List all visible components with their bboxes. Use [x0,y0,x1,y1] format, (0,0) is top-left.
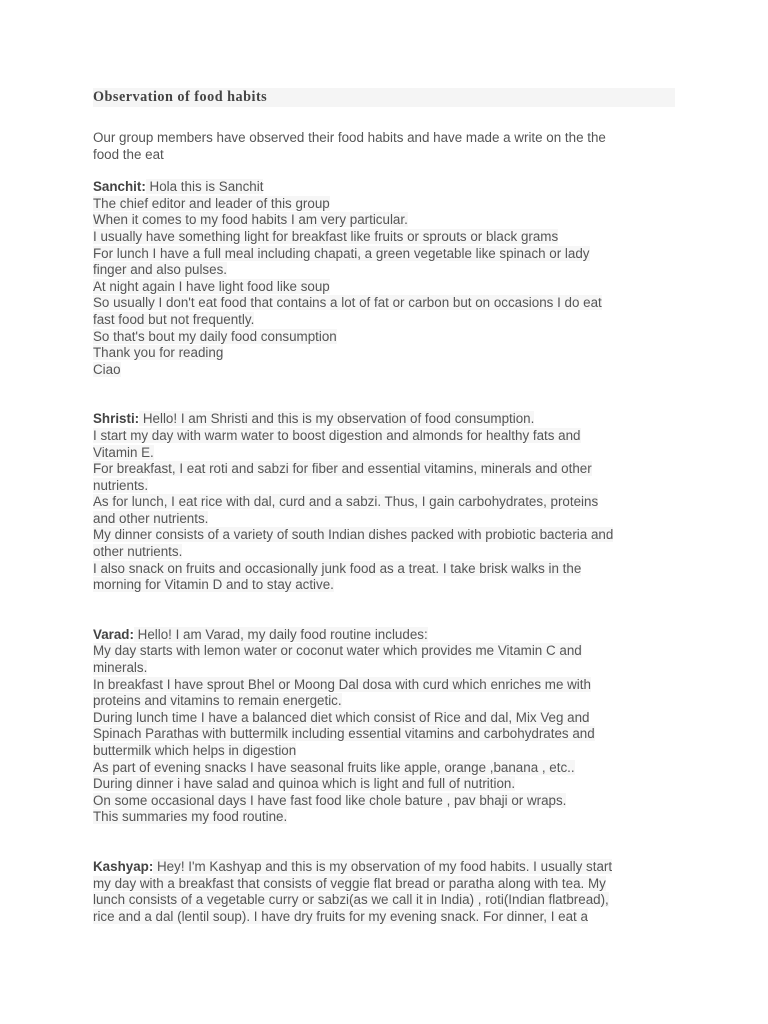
author-name: Sanchit: [93,179,146,195]
text-line: lunch consists of a vegetable curry or sabzi(as we call it in India) , roti(Indian flatbread), [93,892,609,908]
text-line: Hello! I am Varad, my daily food routine includes: [133,626,428,642]
text-line: The chief editor and leader of this group [93,195,330,211]
sanchit-section [93,179,683,378]
text-line: fast food but not frequently. [93,311,255,327]
text-line: During dinner i have salad and quinoa which is light and full of nutrition. [93,776,516,792]
text-line: I usually have something light for breakfast like fruits or sprouts or black grams [93,228,559,244]
text-line: So usually I don't eat food that contains a lot of fat or carbon but on occasions I do eat [93,295,602,311]
text-line: Vitamin E. [93,444,154,460]
text-line: and other nutrients. [93,510,209,526]
kashyap-section [93,859,683,925]
author-name: Shristi: [93,411,140,427]
text-line: As for lunch, I eat rice with dal, curd and a sabzi. Thus, I gain carbohydrates, proteins [93,494,599,510]
text-line: Hey! I'm Kashyap and this is my observation of my food habits. I usually start [153,858,613,874]
text-line: On some occasional days I have fast food like chole bature , pav bhaji or wraps. [93,792,567,808]
text-line: My day starts with lemon water or coconut water which provides me Vitamin C and [93,643,582,659]
shristi-section [93,411,683,594]
text-line: nutrients. [93,477,149,493]
text-line: During lunch time I have a balanced diet which consist of Rice and dal, Mix Veg and [93,709,590,725]
author-name: Varad: [93,626,134,642]
text-line: So that's bout my daily food consumption [93,328,337,344]
text-line: For breakfast, I eat roti and sabzi for fiber and essential vitamins, minerals and other [93,461,592,477]
text-line: When it comes to my food habits I am very particular. [93,212,408,228]
text-line: finger and also pulses. [93,262,227,278]
text-line: my day with a breakfast that consists of veggie flat bread or paratha along with tea. My [93,875,606,891]
author-name: Kashyap: [93,858,154,874]
text-line: I start my day with warm water to boost digestion and almonds for healthy fats and [93,427,581,443]
text-line: other nutrients. [93,544,183,560]
text-line: Spinach Parathas with buttermilk including essential vitamins and carbohydrates and [93,726,595,742]
text-line: Ciao [93,361,121,377]
varad-section [93,627,683,826]
text-line: rice and a dal (lentil soup). I have dry fruits for my evening snack. For dinner, I eat a [93,908,588,924]
text-line: In breakfast I have sprout Bhel or Moong Dal dosa with curd which enriches me with [93,676,591,692]
text-line: As part of evening snacks I have seasonal fruits like apple, orange ,banana , etc.. [93,759,575,775]
text-line: This summaries my food routine. [93,809,288,825]
title-bar [93,88,675,107]
text-line: At night again I have light food like soup [93,278,330,294]
text-line: Our group members have observed their food habits and have made a write on the the [93,130,606,145]
text-line: food the eat [93,146,164,162]
text-line: For lunch I have a full meal including chapati, a green vegetable like spinach or lady [93,245,590,261]
text-line: Hola this is Sanchit [145,179,264,195]
text-line: minerals. [93,660,148,676]
text-line: I also snack on fruits and occasionally junk food as a treat. I take brisk walks in the [93,560,582,576]
document-body [93,88,683,925]
document-title: Observation of food habits [93,89,268,105]
text-line: morning for Vitamin D and to stay active. [93,577,334,593]
text-line: Thank you for reading [93,345,224,361]
text-line: proteins and vitamins to remain energetic. [93,693,342,709]
text-line: buttermilk which helps in digestion [93,743,297,758]
intro-paragraph [93,130,683,163]
text-line: My dinner consists of a variety of south Indian dishes packed with probiotic bacteria and [93,527,614,543]
text-line: Hello! I am Shristi and this is my observation of food consumption. [139,411,535,427]
